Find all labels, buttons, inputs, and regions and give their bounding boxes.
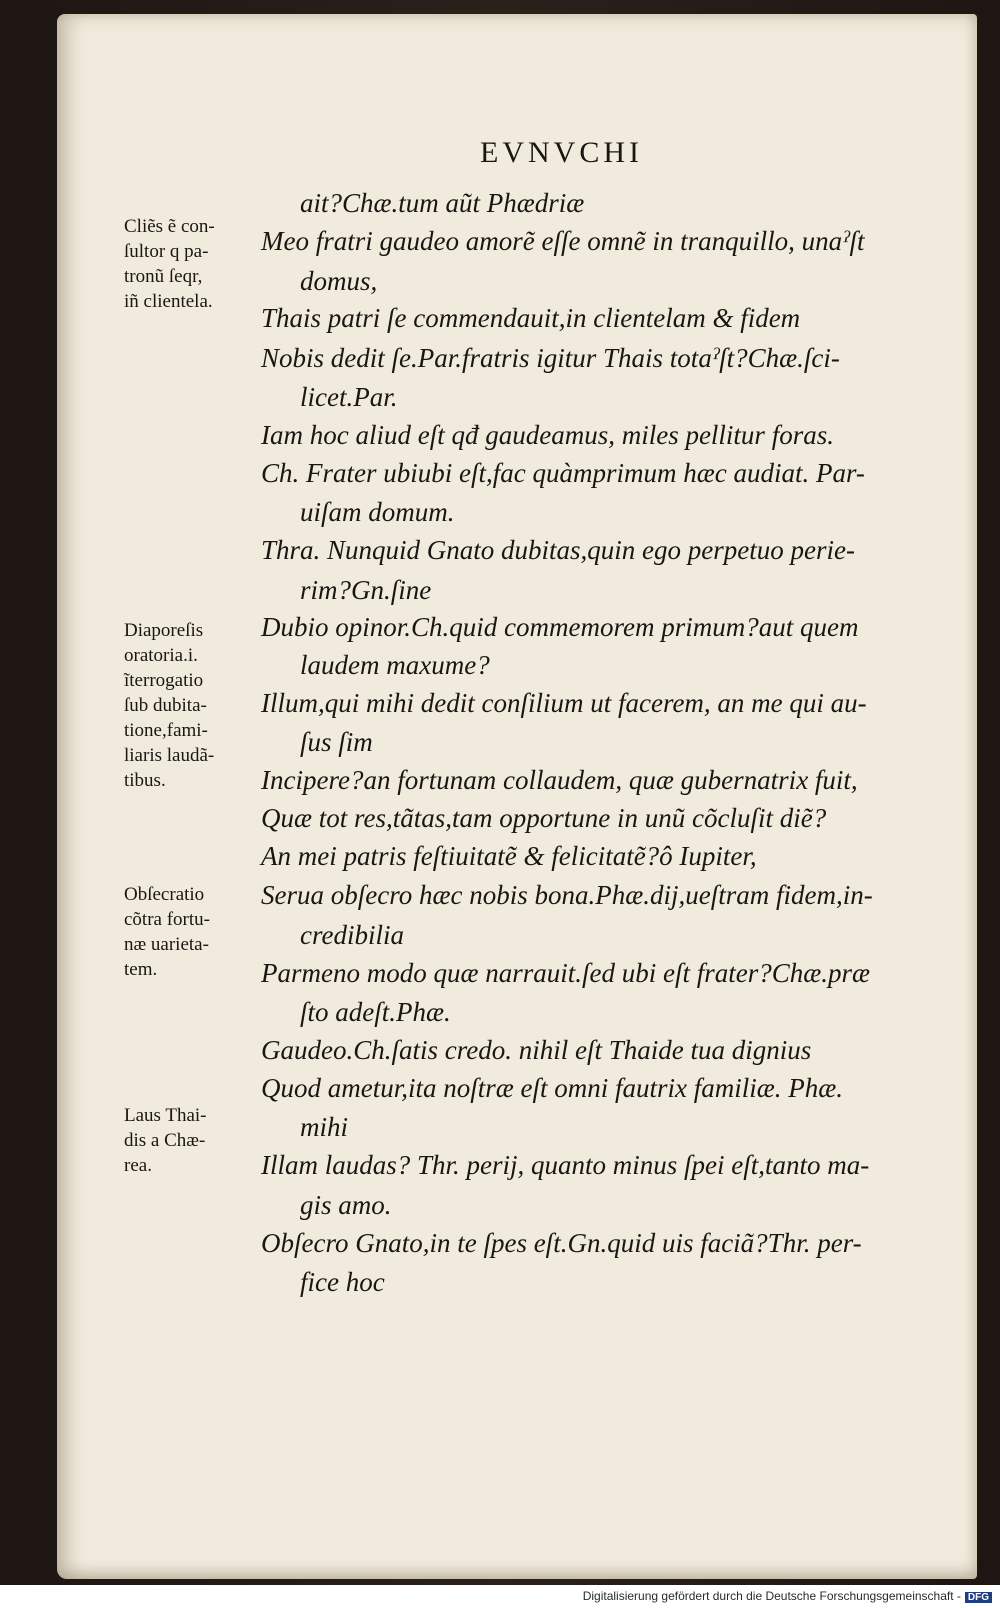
text-line: Illam laudas? Thr. perij, quanto minus ſpei eſt,tanto ma- — [261, 1150, 870, 1180]
text-line: Parmeno modo quæ narrauit.ſed ubi eſt frater?Chæ.præ — [261, 958, 871, 988]
marginal-note: Laus Thai- dis a Chæ- rea. — [124, 1105, 207, 1176]
text-line: Meo fratri gaudeo amorẽ eſſe omnẽ in tranquillo, unaˀſt — [261, 226, 865, 256]
text-line: ſus ſim — [300, 727, 373, 757]
text-line: mihi — [300, 1112, 349, 1142]
text-line: rim?Gn.ſine — [300, 575, 432, 605]
text-line: fice hoc — [300, 1267, 385, 1297]
text-line: Ch. Frater ubiubi eſt,fac quàmprimum hæc audiat. Par- — [261, 458, 865, 488]
funding-notice — [583, 1589, 992, 1603]
text-line: credibilia — [300, 920, 404, 950]
text-line: ſto adeſt.Phæ. — [300, 997, 451, 1027]
text-line: Quæ tot res,tãtas,tam opportune in unũ cõcluſit diẽ? — [261, 803, 827, 833]
marginal-note: Cliẽs ẽ con- ſultor q pa- tronũ ſeqr, iñ clientela. — [124, 216, 215, 312]
text-line: An mei patris feſtiuitatẽ & felicitatẽ?ô Iupiter, — [261, 841, 757, 871]
text-line: gis amo. — [300, 1190, 392, 1220]
running-header: EVNVCHI — [480, 136, 643, 169]
text-line: Incipere?an fortunam collaudem, quæ gubernatrix fuit, — [261, 765, 858, 795]
text-line: Iam hoc aliud eſt qđ gaudeamus, miles pellitur foras. — [261, 420, 834, 450]
funding-notice-text: Digitalisierung gefördert durch die Deutsche Forschungsgemeinschaft - — [582, 1589, 961, 1603]
text-line: uiſam domum. — [300, 497, 455, 527]
text-line: Gaudeo.Ch.ſatis credo. nihil eſt Thaide tua dignius — [261, 1035, 812, 1065]
text-line: laudem maxume? — [300, 650, 490, 680]
text-line: Illum,qui mihi dedit conſilium ut facerem, an me qui au- — [261, 688, 867, 718]
text-line: domus, — [300, 266, 378, 296]
marginal-note: Diaporeſis oratoria.i. ĩterrogatio ſub dubita- tione,fami- liaris laudã- tibus. — [124, 620, 215, 791]
text-line: Thra. Nunquid Gnato dubitas,quin ego perpetuo perie- — [261, 535, 855, 565]
footer-bar — [0, 1585, 1000, 1608]
text-line: Obſecro Gnato,in te ſpes eſt.Gn.quid uis faciã?Thr. per- — [261, 1228, 862, 1258]
marginal-note: Obſecratio cõtra fortu- næ uarieta- tem. — [124, 884, 210, 980]
text-line: ait?Chæ.tum aũt Phædriæ — [300, 188, 585, 218]
text-line: Quod ametur,ita noſtræ eſt omni fautrix familiæ. Phæ. — [261, 1073, 844, 1103]
text-line: licet.Par. — [300, 382, 398, 412]
text-line: Dubio opinor.Ch.quid commemorem primum?aut quem — [261, 612, 859, 642]
text-line: Thais patri ſe commendauit,in clientelam & fidem — [261, 303, 801, 333]
dfg-logo: DFG — [965, 1592, 992, 1603]
text-line: Serua obſecro hæc nobis bona.Phæ.dij,ueſtram fidem,in- — [261, 880, 873, 910]
text-line: Nobis dedit ſe.Par.fratris igitur Thais totaˀſt?Chæ.ſci- — [261, 343, 840, 373]
